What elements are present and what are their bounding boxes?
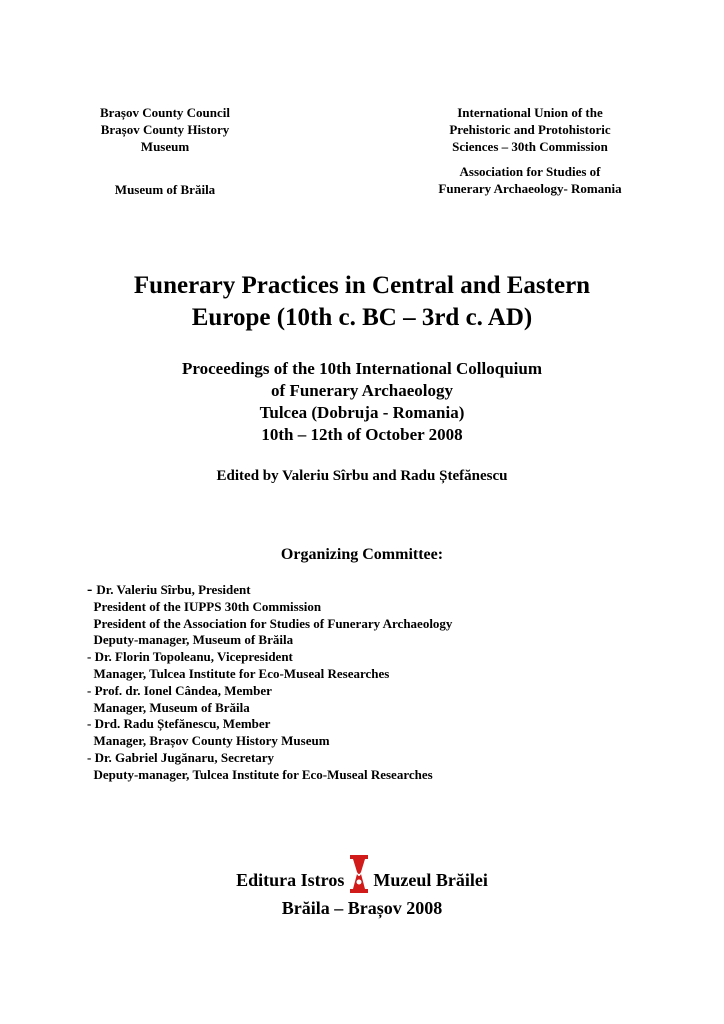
committee-line bbox=[87, 599, 647, 616]
header-left-museum: Museum of Brăila bbox=[114, 182, 216, 197]
committee-list bbox=[87, 582, 647, 784]
title-line: Europe (10th c. BC – 3rd c. AD) bbox=[191, 304, 533, 331]
book-title bbox=[40, 270, 684, 334]
subtitle-line: 10th – 12th of October 2008 bbox=[261, 425, 463, 444]
committee-text: Manager, Tulcea Institute for Eco-Museal Researches bbox=[87, 665, 390, 681]
publisher-block bbox=[40, 852, 684, 920]
istros-logo-icon bbox=[348, 854, 370, 894]
header-right-line: Prehistoric and Protohistoric bbox=[449, 122, 611, 137]
committee-text: President of the IUPPS 30th Commission bbox=[87, 598, 322, 614]
subtitle-line: of Funerary Archaeology bbox=[271, 381, 453, 400]
header-left-line: Museum bbox=[140, 139, 190, 154]
committee-text: Deputy-manager, Tulcea Institute for Eco-Museal Researches bbox=[87, 766, 433, 782]
header-left-line: Brașov County Council bbox=[99, 105, 231, 120]
right-header-institutions bbox=[405, 104, 655, 197]
committee-line bbox=[87, 616, 647, 633]
committee-line bbox=[87, 733, 647, 750]
committee-text: Dr. Gabriel Jugănaru, Secretary bbox=[94, 749, 275, 765]
committee-line bbox=[87, 666, 647, 683]
proceedings-subtitle bbox=[40, 358, 684, 446]
committee-text: President of the Association for Studies of Funerary Archaeology bbox=[87, 615, 453, 631]
header-right-assoc: Funerary Archaeology- Romania bbox=[438, 181, 622, 196]
committee-line bbox=[87, 767, 647, 784]
committee-line bbox=[87, 750, 647, 767]
publisher-istros: Editura Istros bbox=[236, 870, 345, 890]
committee-line bbox=[87, 683, 647, 700]
header-right-line: International Union of the bbox=[457, 105, 603, 120]
publication-place-year: Brăila – Brașov 2008 bbox=[281, 898, 443, 918]
committee-text: Dr. Valeriu Sîrbu, President bbox=[96, 582, 251, 597]
committee-line bbox=[87, 700, 647, 717]
header-right-line: Sciences – 30th Commission bbox=[452, 139, 608, 154]
committee-text: Prof. dr. Ionel Cândea, Member bbox=[94, 682, 272, 698]
subtitle-line: Proceedings of the 10th International Colloquium bbox=[181, 359, 542, 378]
committee-bullet: - bbox=[87, 716, 95, 732]
committee-text: Manager, Brașov County History Museum bbox=[87, 733, 330, 749]
title-line: Funerary Practices in Central and Eastern bbox=[133, 272, 591, 299]
committee-text: Deputy-manager, Museum of Brăila bbox=[87, 632, 294, 648]
committee-bullet: - bbox=[87, 682, 95, 698]
committee-title: Organizing Committee: bbox=[280, 546, 444, 563]
committee-line bbox=[87, 716, 647, 733]
publisher-row bbox=[40, 852, 684, 892]
committee-text: Drd. Radu Ștefănescu, Member bbox=[94, 716, 271, 732]
committee-bullet: - bbox=[87, 581, 97, 598]
committee-line bbox=[87, 649, 647, 666]
header-left-line: Brașov County History bbox=[100, 122, 230, 137]
left-header-institutions bbox=[60, 104, 270, 198]
header-right-assoc: Association for Studies of bbox=[459, 164, 601, 179]
committee-bullet: - bbox=[87, 649, 95, 665]
committee-text: Dr. Florin Topoleanu, Vicepresident bbox=[94, 649, 293, 665]
committee-bullet: - bbox=[87, 749, 95, 765]
committee-line bbox=[87, 632, 647, 649]
committee-text: Manager, Museum of Brăila bbox=[87, 699, 250, 715]
publisher-muzeul: Muzeul Brăilei bbox=[373, 870, 488, 890]
committee-line bbox=[87, 582, 647, 599]
subtitle-line: Tulcea (Dobruja - Romania) bbox=[259, 403, 465, 422]
editors-line: Edited by Valeriu Sîrbu and Radu Ștefănescu bbox=[216, 468, 508, 484]
